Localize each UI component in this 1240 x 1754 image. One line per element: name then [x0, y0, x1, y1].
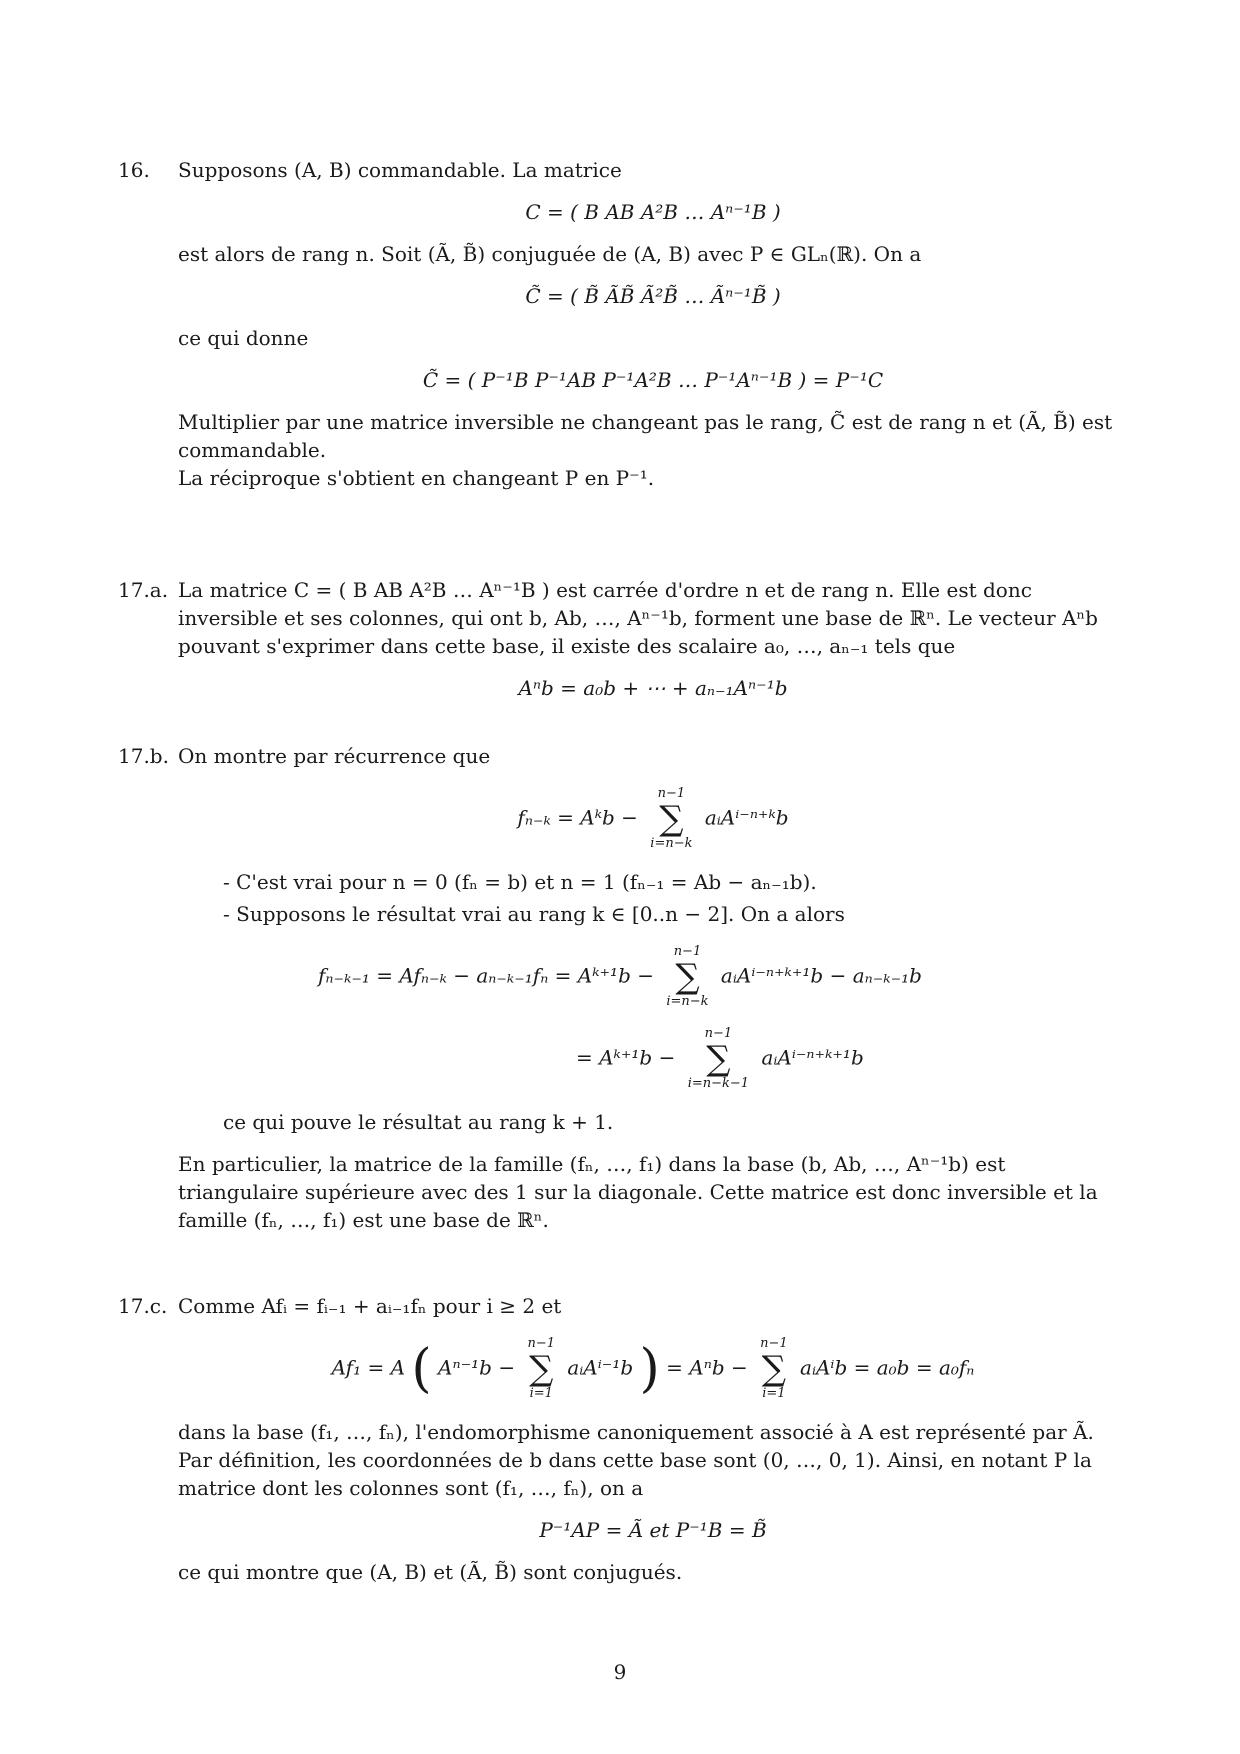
- section-number: 17.a.: [118, 578, 169, 602]
- section-17a: [118, 576, 1128, 716]
- sum-upper-limit: n−1: [704, 1026, 733, 1041]
- equation-part: = Aᵏ⁺¹b −: [576, 1045, 676, 1070]
- equation-part: aᵢAⁱ⁻ⁿ⁺ᵏ⁺¹b: [761, 1045, 864, 1070]
- equation-part: aᵢAⁱ⁻ⁿ⁺ᵏ⁺¹b − aₙ₋ₖ₋₁b: [720, 963, 922, 988]
- sum-symbol: n−1 ∑ i=1: [760, 1336, 788, 1401]
- paragraph: En particulier, la matrice de la famille (fₙ, …, f₁) dans la base (b, Ab, …, Aⁿ⁻¹b) est triangulaire supérieure avec des 1 sur la diagonale. Cette matrice est donc inversible et la famille (fₙ, …, f₁) est une base de ℝⁿ.: [178, 1152, 1098, 1232]
- paragraph: ce qui donne: [178, 326, 309, 350]
- paragraph: Comme Afᵢ = fᵢ₋₁ + aᵢ₋₁fₙ pour i ≥ 2 et: [178, 1294, 562, 1318]
- sum-lower-limit: i=n−k: [666, 994, 709, 1009]
- sum-lower-limit: i=n−k: [650, 836, 693, 851]
- bullet-list: [223, 868, 1128, 928]
- equation-part: aᵢAⁱ⁻ⁿ⁺ᵏb: [704, 805, 789, 830]
- sum-symbol: n−1 ∑ i=1: [527, 1336, 555, 1401]
- equation: C̃ = ( B̃ ÃB̃ Ã²B̃ … Ãⁿ⁻¹B̃ ): [525, 284, 781, 308]
- paragraph: La réciproque s'obtient en changeant P en P⁻¹.: [178, 466, 655, 490]
- equation-part: fₙ₋ₖ₋₁ = Afₙ₋ₖ − aₙ₋ₖ₋₁fₙ = Aᵏ⁺¹b −: [318, 963, 654, 988]
- sum-upper-limit: n−1: [657, 786, 686, 801]
- sum-symbol: n−1 ∑ i=n−k: [650, 786, 693, 851]
- sum-upper-limit: n−1: [760, 1336, 788, 1351]
- paragraph: On montre par récurrence que: [178, 744, 491, 768]
- sum-upper-limit: n−1: [673, 944, 702, 959]
- section-number: 17.c.: [118, 1294, 168, 1318]
- section-17b: [118, 742, 1128, 1234]
- list-item: - C'est vrai pour n = 0 (fₙ = b) et n = 1 (fₙ₋₁ = Ab − aₙ₋₁b).: [223, 870, 817, 894]
- equation: Af₁ = A ( Aⁿ⁻¹b − n−1 ∑ i=1 aᵢAⁱ⁻¹b ) = Aⁿb − n−1 ∑ i=1 aᵢAⁱb = a₀b = a₀fₙ: [331, 1336, 975, 1401]
- section-17c: [118, 1292, 1128, 1586]
- paragraph: Multiplier par une matrice inversible ne changeant pas le rang, C̃ est de rang n et (Ã, B̃) est commandable.: [178, 410, 1113, 462]
- section-16: [118, 156, 1128, 492]
- paragraph: ce qui montre que (A, B) et (Ã, B̃) sont conjugués.: [178, 1560, 683, 1584]
- equation: C = ( B AB A²B … Aⁿ⁻¹B ): [525, 200, 781, 224]
- equation-part: = Aⁿb −: [666, 1355, 748, 1380]
- equation-part: fₙ₋ₖ = Aᵏb −: [517, 805, 638, 830]
- sum-upper-limit: n−1: [527, 1336, 555, 1351]
- page-number: 9: [613, 1660, 627, 1684]
- sum-lower-limit: i=1: [529, 1386, 553, 1401]
- equation-part: aᵢAⁱ⁻¹b: [567, 1355, 634, 1380]
- list-item: - Supposons le résultat vrai au rang k ∈ [0..n − 2]. On a alors: [223, 902, 845, 926]
- equation: C̃ = ( P⁻¹B P⁻¹AB P⁻¹A²B … P⁻¹Aⁿ⁻¹B ) = P⁻¹C: [422, 368, 884, 392]
- equation: [178, 786, 1128, 852]
- sum-lower-limit: i=1: [762, 1386, 786, 1401]
- sum-symbol: n−1 ∑ i=n−k: [666, 944, 709, 1009]
- section-number: 17.b.: [118, 744, 169, 768]
- section-number: 16.: [118, 158, 150, 182]
- equation: Aⁿb = a₀b + ⋯ + aₙ₋₁Aⁿ⁻¹b: [518, 676, 788, 700]
- equation-part: Af₁ = A: [331, 1355, 406, 1380]
- paragraph: dans la base (f₁, …, fₙ), l'endomorphisme canoniquement associé à A est représenté par Ã. Par définition, les coordonnées de b dans cette base sont (0, …, 0, 1). Ainsi, en notant P la matrice dont les colonnes sont (f₁, …, fₙ), on a: [178, 1420, 1094, 1500]
- sum-symbol: n−1 ∑ i=n−k−1: [687, 1026, 750, 1091]
- equation: [318, 944, 1128, 1010]
- paragraph: ce qui pouve le résultat au rang k + 1.: [223, 1110, 614, 1134]
- equation-part: aᵢAⁱb = a₀b = a₀fₙ: [800, 1355, 975, 1380]
- equation: P⁻¹AP = Ã et P⁻¹B = B̃: [539, 1518, 767, 1542]
- equation: [576, 1026, 1128, 1092]
- paragraph: La matrice C = ( B AB A²B … Aⁿ⁻¹B ) est carrée d'ordre n et de rang n. Elle est donc inversible et ses colonnes, qui ont b, Ab, …, Aⁿ⁻¹b, forment une base de ℝⁿ. Le vecteur Aⁿb pouvant s'exprimer dans cette base, il existe des scalaire a₀, …, aₙ₋₁ tels que: [178, 578, 1098, 658]
- equation-part: Aⁿ⁻¹b −: [438, 1355, 516, 1380]
- paragraph: est alors de rang n. Soit (Ã, B̃) conjuguée de (A, B) avec P ∈ GLₙ(ℝ). On a: [178, 242, 922, 266]
- paragraph: Supposons (A, B) commandable. La matrice: [178, 158, 622, 182]
- sum-lower-limit: i=n−k−1: [687, 1076, 750, 1091]
